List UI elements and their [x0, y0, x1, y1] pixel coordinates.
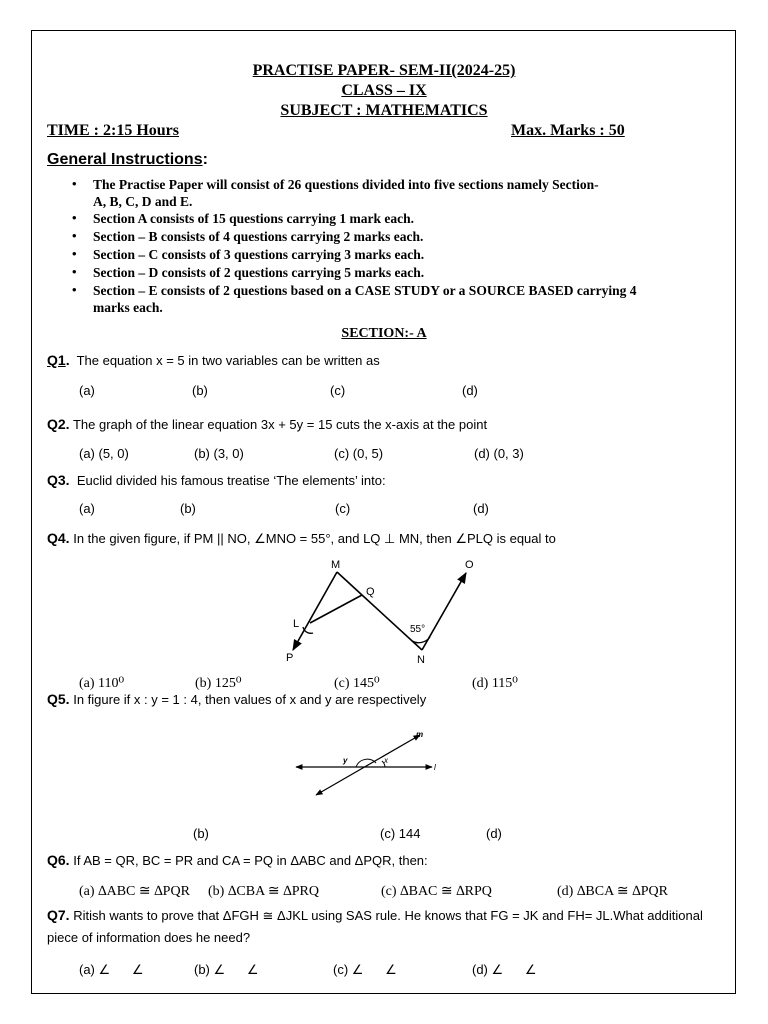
q1-option-a: (a)	[79, 383, 95, 398]
instruction-item: Section – B consists of 4 questions carrying 2 marks each.	[93, 229, 424, 244]
q5-option-d: (d)	[486, 826, 502, 841]
q7-option-c: (c) ∠ ∠	[333, 962, 397, 977]
label-l: l	[434, 763, 436, 772]
q7-option-a: (a) ∠ ∠	[79, 962, 144, 977]
instruction-item: Section – C consists of 3 questions carrying 3 marks each.	[93, 247, 425, 262]
label-n: N	[417, 654, 425, 666]
q4-option-b: (b) 125⁰	[195, 676, 242, 691]
label-l: L	[293, 618, 300, 630]
q7-option-b: (b) ∠ ∠	[194, 962, 259, 977]
subject-title: SUBJECT : MATHEMATICS	[280, 102, 488, 119]
bullet: •	[72, 282, 77, 297]
bullet: •	[72, 246, 77, 261]
bullet: •	[72, 264, 77, 279]
label-x: x	[384, 756, 388, 765]
q5-option-c: (c) 144	[380, 826, 421, 841]
q1-option-c: (c)	[330, 383, 346, 398]
question-3: Q3. Euclid divided his famous treatise ‘The elements’ into:	[47, 472, 386, 488]
time-label: TIME : 2:15 Hours	[47, 122, 179, 139]
q3-option-d: (d)	[473, 501, 489, 516]
q4-option-c: (c) 145⁰	[334, 676, 380, 691]
label-o: O	[465, 559, 474, 571]
q2-option-d: (d) (0, 3)	[474, 446, 524, 461]
q5-option-b: (b)	[193, 826, 209, 841]
question-6: Q6. If AB = QR, BC = PR and CA = PQ in ΔABC and ΔPQR, then:	[47, 852, 428, 868]
question-7: Q7. Ritish wants to prove that ΔFGH ≅ ΔJKL using SAS rule. He knows that FG = JK and FH= JL.What additional	[47, 907, 703, 923]
bullet: •	[72, 210, 77, 225]
instruction-item: Section – E consists of 2 questions based on a CASE STUDY or a SOURCE BASED carrying 4	[93, 283, 637, 298]
q2-option-b: (b) (3, 0)	[194, 446, 244, 461]
question-4: Q4. In the given figure, if PM || NO, ∠MNO = 55°, and LQ ⊥ MN, then ∠PLQ is equal to	[47, 530, 556, 546]
line-mp	[293, 572, 337, 650]
q4-figure	[280, 555, 490, 670]
section-a-heading: SECTION:- A	[341, 326, 427, 341]
q6-option-a: (a) ∆ABC ≅ ∆PQR	[79, 884, 190, 899]
line-mq	[337, 572, 362, 595]
q6-option-c: (c) ∆BAC ≅ ∆RPQ	[381, 884, 492, 899]
q6-option-d: (d) ∆BCA ≅ ∆PQR	[557, 884, 668, 899]
question-2: Q2. The graph of the linear equation 3x + 5y = 15 cuts the x-axis at the point	[47, 416, 488, 432]
instruction-item: The Practise Paper will consist of 26 questions divided into five sections namely Section-	[93, 177, 599, 192]
q4-option-a: (a) 110⁰	[79, 676, 125, 691]
label-q: Q	[366, 586, 375, 598]
question-7-continued: piece of information does he need?	[47, 930, 251, 945]
instructions-heading: General Instructions:	[47, 151, 208, 168]
q5-figure	[290, 725, 440, 800]
page-border	[31, 30, 736, 994]
q7-option-d: (d) ∠ ∠	[472, 962, 537, 977]
instruction-item: A, B, C, D and E.	[93, 194, 193, 209]
instruction-item: Section A consists of 15 questions carrying 1 mark each.	[93, 211, 415, 226]
angle-arc-l	[303, 627, 313, 633]
q1-option-d: (d)	[462, 383, 478, 398]
q1-option-b: (b)	[192, 383, 208, 398]
class-title: CLASS – IX	[341, 82, 427, 99]
q2-option-a: (a) (5, 0)	[79, 446, 129, 461]
question-1: Q1. The equation x = 5 in two variables can be written as	[47, 352, 380, 368]
instruction-item: Section – D consists of 2 questions carrying 5 marks each.	[93, 265, 425, 280]
line-m	[316, 735, 420, 795]
q3-option-b: (b)	[180, 501, 196, 516]
label-m: M	[331, 559, 341, 571]
bullet: •	[72, 228, 77, 243]
question-5: Q5. In figure if x : y = 1 : 4, then values of x and y are respectively	[47, 691, 427, 707]
bullet: •	[72, 176, 77, 191]
label-m: m	[416, 730, 424, 739]
q6-option-b: (b) ∆CBA ≅ ∆PRQ	[208, 884, 319, 899]
line-lq	[310, 595, 362, 623]
instruction-item: marks each.	[93, 300, 163, 315]
q3-option-c: (c)	[335, 501, 351, 516]
label-angle-55: 55°	[410, 624, 426, 635]
label-p: P	[286, 652, 294, 664]
paper-title: PRACTISE PAPER- SEM-II(2024-25)	[252, 62, 516, 79]
q3-option-a: (a)	[79, 501, 95, 516]
label-y: y	[343, 756, 348, 765]
max-marks-label: Max. Marks : 50	[511, 122, 625, 139]
q4-option-d: (d) 115⁰	[472, 676, 518, 691]
q2-option-c: (c) (0, 5)	[334, 446, 384, 461]
